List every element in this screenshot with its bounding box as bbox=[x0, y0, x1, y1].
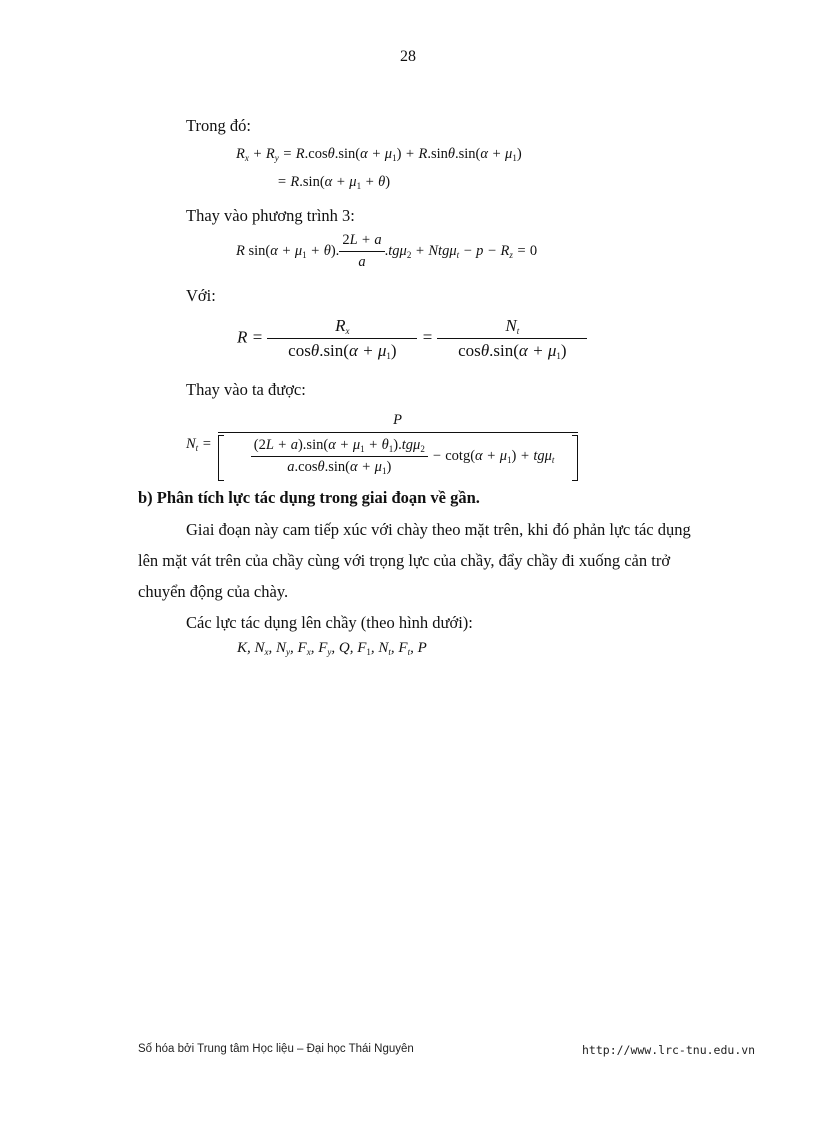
with-label: Với: bbox=[186, 286, 216, 305]
footer-url[interactable]: http://www.lrc-tnu.edu.vn bbox=[582, 1043, 756, 1057]
page-number: 28 bbox=[400, 48, 416, 65]
paragraph-line-3: chuyển động của chày. bbox=[138, 582, 289, 601]
equation-r-definition: R = $\frac{R_x}{\cos\theta.\sin(\alpha + \mu_1)}$ = $\frac{N_t}{\cos\theta.\sin(\alpha + \mu_1)}$ bbox=[237, 316, 587, 361]
footer-source: Số hóa bởi Trung tâm Học liệu – Đại học Thái Nguyên bbox=[138, 1043, 414, 1055]
equation-nt: $N_t$ = P $\frac{(2L + a).\sin(\alpha + \mu_1 + \theta_1).tg\mu_2}{a.\cos\theta.\sin(\alpha + \mu_1)}$ − $\cot g(\alpha + \mu_1) + tg\mu_t$ bbox=[186, 412, 578, 476]
substitution-label: Thay vào phương trình 3: bbox=[186, 206, 355, 225]
intro-label: Trong đó: bbox=[186, 116, 251, 135]
forces-label: Các lực tác dụng lên chầy (theo hình dưới): bbox=[186, 613, 473, 632]
equation-resultant-line1: $R_x + R_y = R.\cos\theta.\sin(\alpha + \mu_1) + R.\sin\theta.\sin(\alpha + \mu_1)$ bbox=[236, 146, 522, 163]
equation-balance: R $\sin(\alpha + \mu_1 + \theta)$. $\frac{2L + a}{a}$ $.tg\mu_2 + Ntg\mu_t - p - R_z = 0$ bbox=[236, 232, 538, 270]
paragraph-line-2: lên mặt vát trên của chầy cùng với trọng lực của chầy, đẩy chầy đi xuống cản trở bbox=[138, 551, 671, 570]
equation-resultant-line2: = $R.\sin(\alpha + \mu_1 + \theta)$ bbox=[277, 174, 391, 191]
forces-list: K, $N_x$, $N_y$, $F_x$, $F_y$, Q, $F_1$, $N_t$, $F_t$, P bbox=[237, 640, 427, 657]
result-label: Thay vào ta được: bbox=[186, 380, 306, 399]
paragraph-line-1: Giai đoạn này cam tiếp xúc với chày theo mặt trên, khi đó phản lực tác dụng bbox=[186, 520, 691, 539]
section-heading: b) Phân tích lực tác dụng trong giai đoạn về gần. bbox=[138, 488, 480, 507]
